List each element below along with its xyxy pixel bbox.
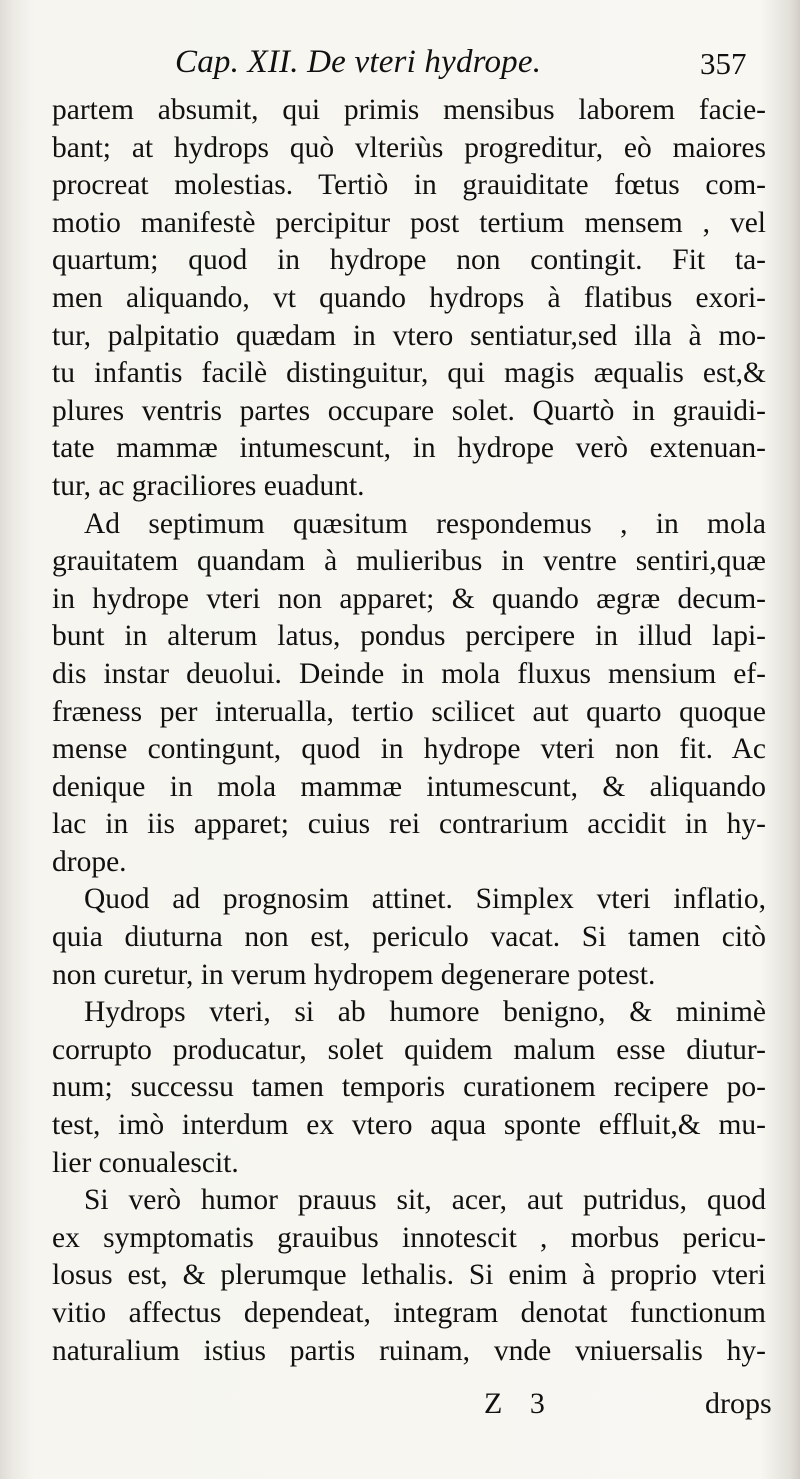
page-number: 357 [700,46,747,81]
paragraph [52,1182,766,1370]
text-line: Ad septimum quæsitum respondemus , in mola [84,507,766,540]
text-line: fræness per interualla, tertio scilicet aut quarto quoque [52,695,766,728]
paragraph [52,994,766,1182]
text-line: mense contingunt, quod in hydrope vteri non fit. Ac [52,733,766,766]
text-line: vitio affectus dependeat, integram denotat functionum [52,1297,766,1329]
text-line: Hydrops vteri, si ab humore benigno, & minimè [84,996,766,1029]
text-line: tu infantis facilè distinguitur, qui magis æqualis est,& [52,357,766,390]
paragraph [52,881,766,994]
text-line: naturalium istius partis ruinam, vnde vniuersalis hy- [52,1334,766,1367]
text-line: partem absumit, qui primis mensibus laborem facie- [52,94,766,126]
catchword: drops [705,1387,772,1420]
text-line: denique in mola mammæ intumescunt, & aliquando [52,770,766,803]
text-line: in hydrope vteri non apparet; & quando ægræ decum- [52,582,766,615]
text-line: plures ventris partes occupare solet. Quartò in grauidi- [52,394,766,427]
text-line: procreat molestias. Tertiò in grauiditate fœtus com- [52,169,766,202]
text-line: bunt in alterum latus, pondus percipere in illud lapi- [52,620,766,653]
text-line: quia diuturna non est, periculo vacat. Si tamen citò [52,921,766,954]
page-footer [0,1387,800,1437]
text-line: men aliquando, vt quando hydrops à flatibus exori- [52,281,766,314]
paragraph [52,506,766,882]
text-line: drope. [52,845,127,878]
text-line: lac in iis apparet; cuius rei contrarium accidit in hy- [52,808,766,841]
text-line: non curetur, in verum hydropem degenerare potest. [52,958,656,991]
text-line: corrupto producatur, solet quidem malum esse diutur- [52,1033,766,1066]
text-line: tur, ac graciliores euadunt. [52,469,365,502]
paragraph [52,92,766,506]
text-line: tate mammæ intumescunt, in hydrope verò extenuan- [52,432,766,465]
text-line: Quod ad prognosim attinet. Simplex vteri inflatio, [84,883,766,916]
text-line: losus est, & plerumque lethalis. Si enim à proprio vteri [52,1259,766,1292]
text-line: bant; at hydrops quò vlteriùs progreditur, eò maiores [52,131,766,164]
text-line: num; successu tamen temporis curationem recipere po- [52,1071,766,1104]
text-line: motio manifestè percipitur post tertium mensem , vel [52,206,766,239]
text-line: lier conualescit. [52,1146,239,1179]
page-header [0,44,800,96]
body-text [52,92,766,1370]
running-title: Cap. XII. De vteri hydrope. [175,44,542,80]
text-line: dis instar deuolui. Deinde in mola fluxus mensium ef- [52,657,766,690]
text-line: tur, palpitatio quædam in vtero sentiatur,sed illa à mo- [52,319,766,352]
text-line: Si verò humor prauus sit, acer, aut putridus, quod [84,1184,766,1217]
text-line: grauitatem quandam à mulieribus in ventre sentiri,quæ [52,545,766,578]
signature-mark: Z 3 [484,1387,555,1420]
text-line: test, imò interdum ex vtero aqua sponte effluit,& mu- [52,1109,766,1142]
text-line: ex symptomatis grauibus innotescit , morbus pericu- [52,1221,766,1254]
text-line: quartum; quod in hydrope non contingit. Fit ta- [52,244,766,277]
